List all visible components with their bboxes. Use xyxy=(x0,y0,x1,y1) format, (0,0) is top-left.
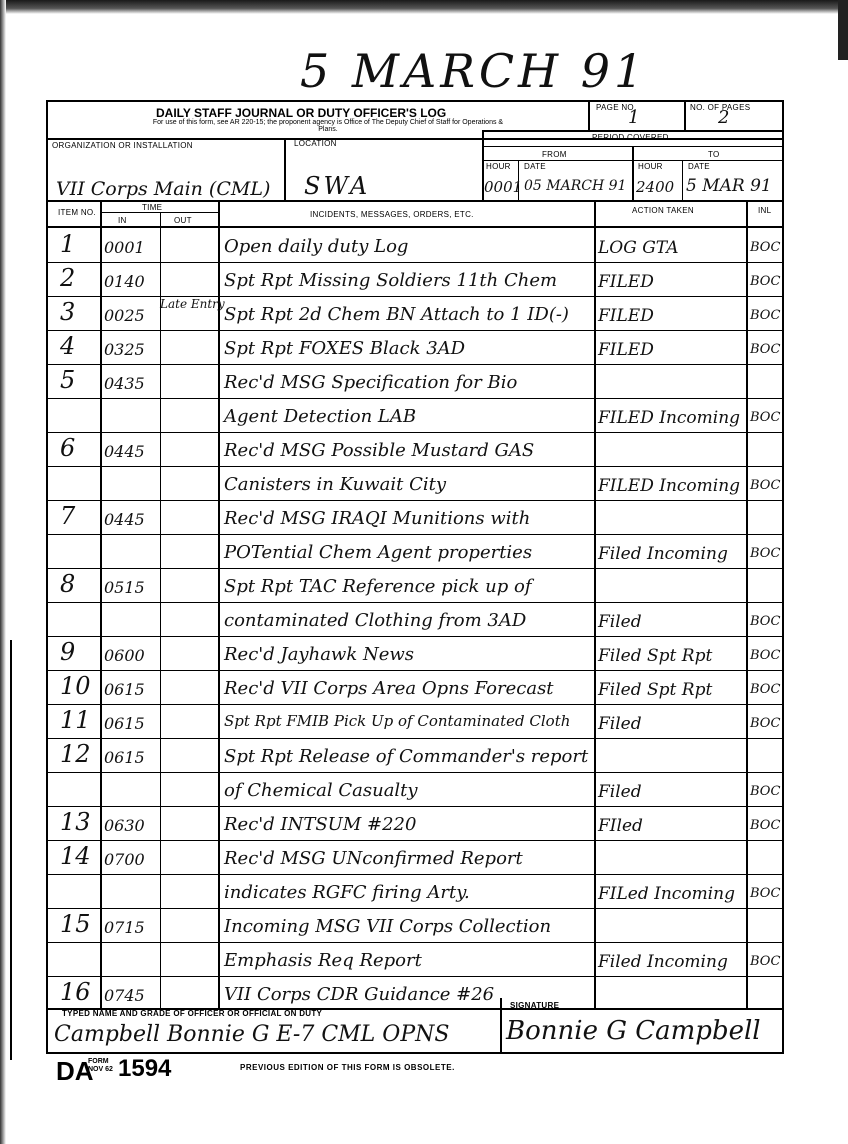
row-time-in: 0630 xyxy=(104,816,145,835)
row-rule xyxy=(48,874,782,875)
row-rule xyxy=(48,330,782,331)
row-time-in: 0325 xyxy=(104,340,145,359)
row-item-no: 2 xyxy=(60,264,76,292)
row-item-no: 1 xyxy=(60,230,76,258)
row-item-no: 15 xyxy=(60,910,91,938)
row-item-no: 8 xyxy=(60,570,76,598)
period-covered-label: PERIOD COVERED xyxy=(592,133,669,142)
late-entry-note: Late Entry xyxy=(160,297,225,311)
form-number: 1594 xyxy=(118,1055,172,1082)
row-time-in: 0745 xyxy=(104,986,145,1005)
row-action: Filed Incoming xyxy=(598,544,728,564)
row-rule xyxy=(48,704,782,705)
form-title: DAILY STAFF JOURNAL OR DUTY OFFICER'S LOG xyxy=(156,106,447,120)
row-time-in: 0615 xyxy=(104,748,145,767)
row-time-in: 0515 xyxy=(104,578,145,597)
inl-label: INL xyxy=(758,206,772,215)
row-initials: BOC xyxy=(750,410,781,425)
row-rule xyxy=(48,296,782,297)
page-no-label: PAGE NO. xyxy=(596,103,637,112)
row-initials: BOC xyxy=(750,614,781,629)
row-incident: Rec'd MSG UNconfirmed Report xyxy=(224,848,523,869)
row-action: LOG GTA xyxy=(598,238,679,258)
row-incident: Canisters in Kuwait City xyxy=(224,474,447,495)
row-time-in: 0445 xyxy=(104,510,145,529)
row-action: FILED xyxy=(598,272,654,292)
row-incident: of Chemical Casualty xyxy=(224,780,418,801)
row-rule xyxy=(48,636,782,637)
header-date: 5 MARCH 91 xyxy=(300,44,648,98)
row-action: FILED Incoming xyxy=(598,408,741,428)
from-date-value: 05 MARCH 91 xyxy=(524,178,627,194)
page-no-value: 1 xyxy=(628,107,640,128)
no-of-pages-value: 2 xyxy=(718,107,730,128)
row-initials: BOC xyxy=(750,682,781,697)
row-incident: Rec'd INTSUM #220 xyxy=(224,814,417,835)
time-in-label: IN xyxy=(118,216,127,225)
row-rule xyxy=(48,398,782,399)
row-item-no: 13 xyxy=(60,808,91,836)
from-hour-label: HOUR xyxy=(486,162,511,171)
row-rule xyxy=(48,568,782,569)
row-incident: Rec'd MSG Possible Mustard GAS xyxy=(224,440,535,461)
row-incident: Open daily duty Log xyxy=(224,236,409,257)
row-action: Filed xyxy=(598,782,642,802)
row-item-no: 11 xyxy=(60,706,91,734)
row-action: Filed Spt Rpt xyxy=(598,646,713,666)
to-hour-label: HOUR xyxy=(638,162,663,171)
row-initials: BOC xyxy=(750,342,781,357)
row-action: FILED xyxy=(598,306,654,326)
row-item-no: 10 xyxy=(60,672,91,700)
form-prefix: DA xyxy=(56,1056,94,1086)
row-time-in: 0140 xyxy=(104,272,145,291)
row-time-in: 0435 xyxy=(104,374,145,393)
row-initials: BOC xyxy=(750,784,781,799)
row-item-no: 14 xyxy=(60,842,91,870)
signature-label: SIGNATURE xyxy=(510,1001,560,1010)
duty-log-form xyxy=(46,100,784,1054)
typed-name-label: TYPED NAME AND GRADE OF OFFICER OR OFFICIAL ON DUTY xyxy=(62,1009,323,1018)
signature: Bonnie G Campbell xyxy=(506,1016,761,1046)
row-rule xyxy=(48,772,782,773)
row-action: FILED Incoming xyxy=(598,476,741,496)
row-incident: Spt Rpt FMIB Pick Up of Contaminated Cloth xyxy=(224,712,571,730)
row-incident: Spt Rpt TAC Reference pick up of xyxy=(224,576,532,597)
row-initials: BOC xyxy=(750,478,781,493)
row-item-no: 4 xyxy=(60,332,76,360)
form-subtitle: For use of this form, see AR 220-15; the proponent agency is Office of The Deputy Chief of Staff for Operations & Plans. xyxy=(152,119,504,133)
row-item-no: 16 xyxy=(60,978,91,1006)
row-incident: indicates RGFC firing Arty. xyxy=(224,882,470,903)
row-rule xyxy=(48,908,782,909)
row-rule xyxy=(48,942,782,943)
time-out-label: OUT xyxy=(174,216,192,225)
from-label: FROM xyxy=(542,150,567,159)
row-initials: BOC xyxy=(750,240,781,255)
row-initials: BOC xyxy=(750,886,781,901)
row-initials: BOC xyxy=(750,308,781,323)
row-incident: contaminated Clothing from 3AD xyxy=(224,610,527,631)
row-incident: POTential Chem Agent properties xyxy=(224,542,533,563)
row-incident: VII Corps CDR Guidance #26 xyxy=(224,984,495,1005)
row-time-in: 0600 xyxy=(104,646,145,665)
row-incident: Incoming MSG VII Corps Collection xyxy=(224,916,552,937)
scan-edge-left xyxy=(0,0,6,1144)
action-taken-label: ACTION TAKEN xyxy=(632,206,694,215)
row-action: FILED xyxy=(598,340,654,360)
row-time-in: 0615 xyxy=(104,714,145,733)
row-rule xyxy=(48,738,782,739)
row-action: Filed xyxy=(598,612,642,632)
row-item-no: 3 xyxy=(60,298,76,326)
row-time-in: 0615 xyxy=(104,680,145,699)
previous-edition-note: PREVIOUS EDITION OF THIS FORM IS OBSOLETE. xyxy=(240,1063,455,1072)
to-date-value: 5 MAR 91 xyxy=(686,176,772,196)
row-incident: Rec'd MSG IRAQI Munitions with xyxy=(224,508,531,529)
typed-name-value: Campbell Bonnie G E-7 CML OPNS xyxy=(54,1022,450,1047)
row-rule xyxy=(48,976,782,977)
org-label: ORGANIZATION OR INSTALLATION xyxy=(52,141,193,150)
row-time-in: 0715 xyxy=(104,918,145,937)
item-no-label: ITEM NO. xyxy=(58,208,96,217)
row-rule xyxy=(48,670,782,671)
row-incident: Rec'd MSG Specification for Bio xyxy=(224,372,518,393)
row-rule xyxy=(48,534,782,535)
row-time-in: 0001 xyxy=(104,238,145,257)
row-item-no: 12 xyxy=(60,740,91,768)
from-date-label: DATE xyxy=(524,162,546,171)
scan-edge-top xyxy=(0,0,848,14)
row-rule xyxy=(48,432,782,433)
row-initials: BOC xyxy=(750,546,781,561)
row-incident: Emphasis Req Report xyxy=(224,950,422,971)
row-rule xyxy=(48,500,782,501)
row-action: Filed Incoming xyxy=(598,952,728,972)
row-rule xyxy=(48,364,782,365)
row-time-in: 0700 xyxy=(104,850,145,869)
row-rule xyxy=(48,602,782,603)
from-hour-value: 0001 xyxy=(484,178,523,196)
row-incident: Rec'd VII Corps Area Opns Forecast xyxy=(224,678,554,699)
row-item-no: 7 xyxy=(60,502,76,530)
row-incident: Agent Detection LAB xyxy=(224,406,417,427)
row-initials: BOC xyxy=(750,954,781,969)
no-of-pages-label: NO. OF PAGES xyxy=(690,103,751,112)
row-action: Filed xyxy=(598,714,642,734)
row-item-no: 6 xyxy=(60,434,76,462)
incidents-label: INCIDENTS, MESSAGES, ORDERS, ETC. xyxy=(310,210,474,219)
row-initials: BOC xyxy=(750,818,781,833)
row-initials: BOC xyxy=(750,274,781,289)
row-incident: Spt Rpt 2d Chem BN Attach to 1 ID(-) xyxy=(224,304,569,325)
row-action: FILed Incoming xyxy=(598,884,735,904)
row-rule xyxy=(48,806,782,807)
row-incident: Spt Rpt FOXES Black 3AD xyxy=(224,338,466,359)
row-rule xyxy=(48,262,782,263)
row-initials: BOC xyxy=(750,716,781,731)
scan-edge-right xyxy=(838,0,848,60)
row-time-in: 0445 xyxy=(104,442,145,461)
row-initials: BOC xyxy=(750,648,781,663)
location-value: SWA xyxy=(304,172,371,200)
scan-edge-line xyxy=(10,640,12,1060)
row-incident: Spt Rpt Missing Soldiers 11th Chem xyxy=(224,270,558,291)
row-item-no: 5 xyxy=(60,366,76,394)
row-item-no: 9 xyxy=(60,638,76,666)
form-edition: FORM NOV 62 xyxy=(88,1058,113,1073)
to-label: TO xyxy=(708,150,720,159)
row-time-in: 0025 xyxy=(104,306,145,325)
row-incident: Rec'd Jayhawk News xyxy=(224,644,415,665)
row-rule xyxy=(48,466,782,467)
to-date-label: DATE xyxy=(688,162,710,171)
row-action: Filed Spt Rpt xyxy=(598,680,713,700)
to-hour-value: 2400 xyxy=(636,178,675,196)
time-label: TIME xyxy=(142,203,163,212)
row-action: FIled xyxy=(598,816,643,836)
org-value: VII Corps Main (CML) xyxy=(56,178,271,200)
location-label: LOCATION xyxy=(294,139,337,148)
row-incident: Spt Rpt Release of Commander's report xyxy=(224,746,589,767)
row-rule xyxy=(48,840,782,841)
